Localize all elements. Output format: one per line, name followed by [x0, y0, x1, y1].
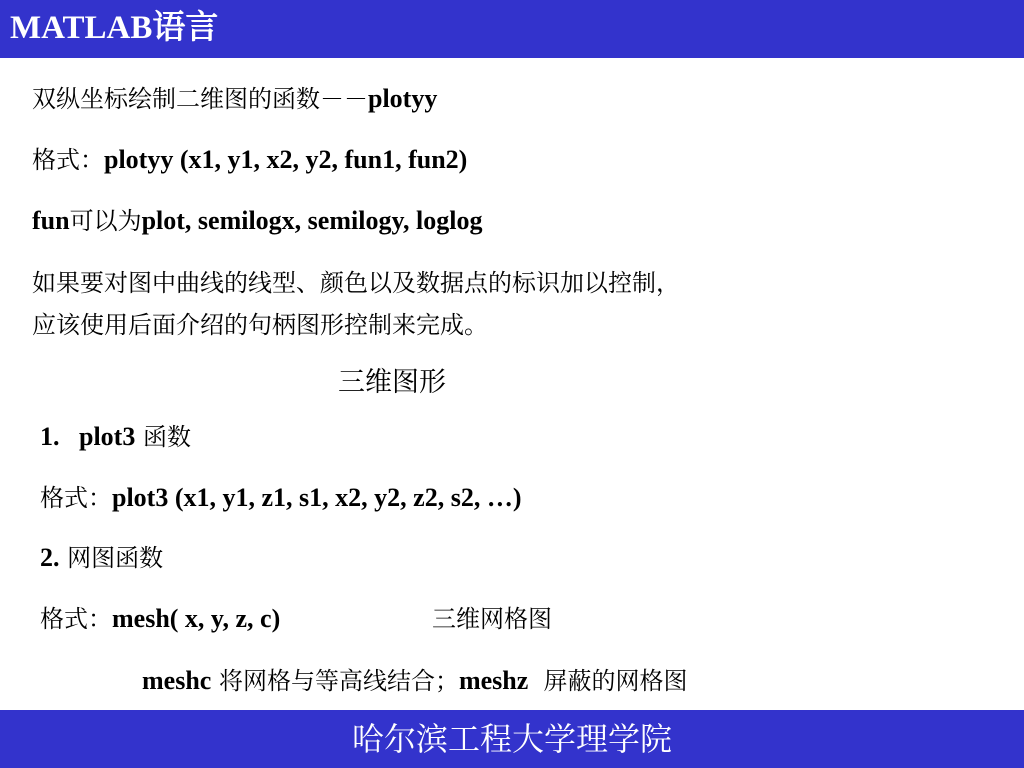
meshz-code: meshz: [458, 666, 529, 695]
plotyy-title-line: [32, 82, 437, 116]
item1-format-code: plot3 (x1, y1, z1, s1, x2, y2, z2, s2, …): [112, 483, 522, 512]
item2-line: [40, 541, 163, 575]
item2-format-desc-line: [432, 602, 552, 636]
fun-options-list: plot, semilogx, semilogy, loglog: [141, 206, 483, 235]
plotyy-title-en: plotyy: [368, 84, 438, 113]
meshc-desc: 将网格与等高线结合；: [211, 667, 459, 695]
item2-format-cn: 三维网格图: [432, 605, 552, 633]
plotyy-format-code: plotyy (x1, y1, x2, y2, fun1, fun2): [104, 145, 468, 174]
item2-cn: 网图函数: [59, 544, 164, 572]
plotyy-title-cn: 双纵坐标绘制二维图的函数－－: [32, 85, 368, 113]
footer-text: 哈尔滨工程大学理学院: [351, 720, 672, 758]
control-note-2: 应该使用后面介绍的句柄图形控制来完成。: [32, 311, 488, 339]
slide-title: MATLAB语言: [10, 10, 219, 46]
item2-format-code: mesh( x, y, z, c): [112, 604, 281, 633]
control-note-1: 如果要对图中曲线的线型、颜色以及数据点的标识加以控制，: [32, 269, 680, 297]
fun-options-line: [32, 204, 482, 238]
item1-cn: 函数: [135, 423, 191, 451]
meshz-desc: 屏蔽的网格图: [528, 667, 688, 695]
item1-code: plot3: [79, 422, 136, 451]
plotyy-format-line: [32, 143, 467, 177]
item1-format-line: [40, 481, 521, 515]
fun-prefix: fun: [32, 206, 70, 235]
item2-format-label: 格式：: [40, 605, 112, 633]
meshc-code: meshc: [142, 666, 212, 695]
header-bar: [0, 0, 1024, 58]
item2-format-line: [40, 602, 280, 636]
control-note-line-2: [32, 308, 488, 342]
item2-extra-line: [142, 664, 688, 698]
item1-format-label: 格式：: [40, 484, 112, 512]
item1-line: [40, 420, 191, 454]
plotyy-format-label: 格式：: [32, 146, 104, 174]
control-note-line-1: [32, 266, 680, 300]
footer-bar: [0, 710, 1024, 768]
fun-options-cn: 可以为: [69, 207, 142, 235]
item2-number: 2.: [40, 543, 60, 572]
section-heading: 三维图形: [338, 367, 446, 398]
item1-number: 1.: [40, 422, 79, 451]
